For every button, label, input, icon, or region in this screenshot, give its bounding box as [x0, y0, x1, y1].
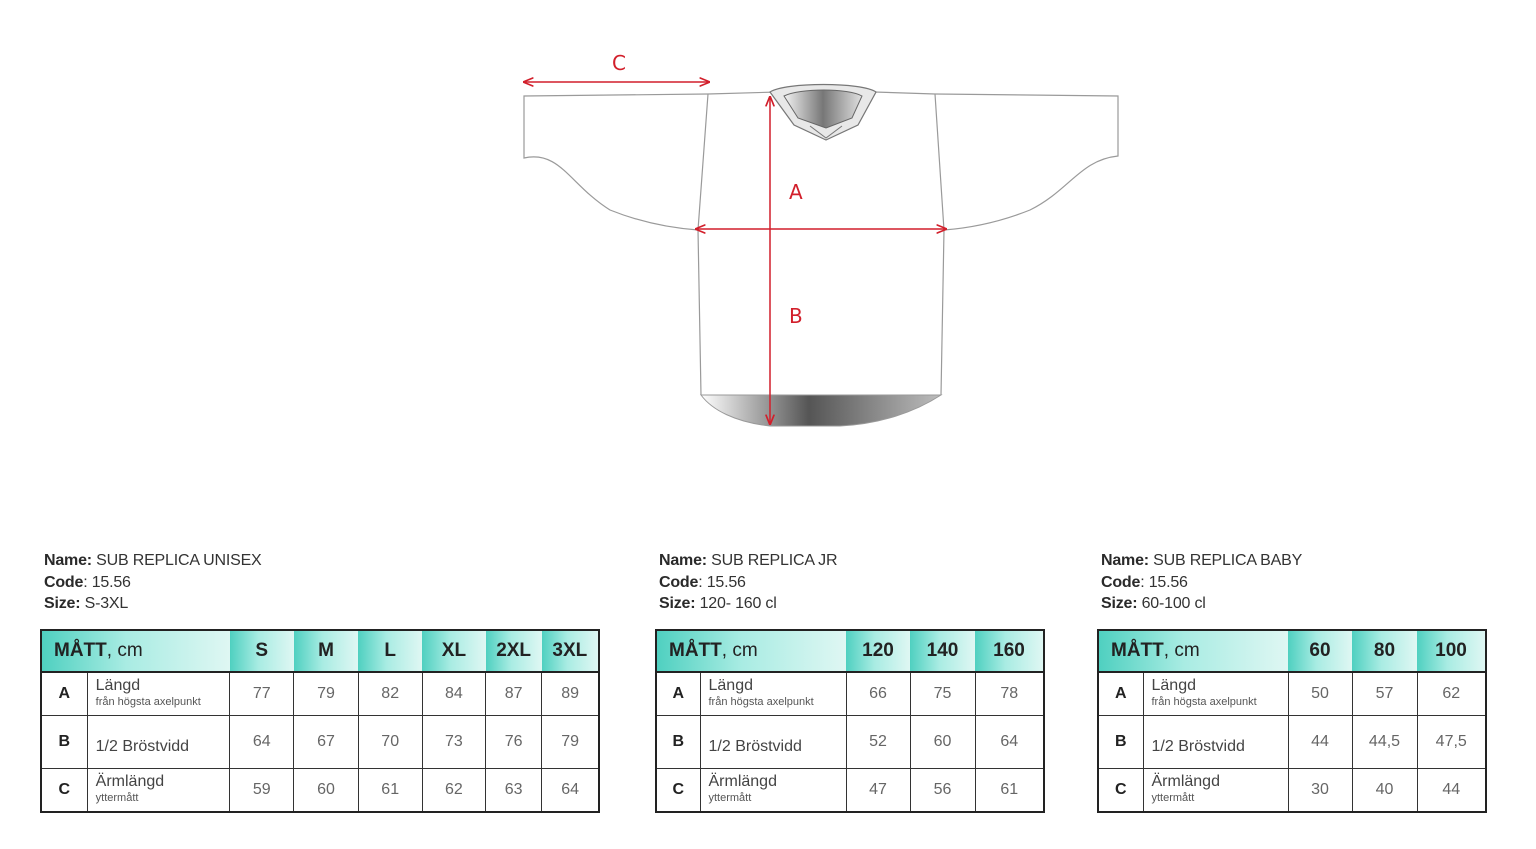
product-code: : 15.56 [1140, 573, 1188, 591]
header-matt: MÅTT, cm [656, 630, 846, 672]
hem-band [701, 395, 941, 426]
table-header [656, 630, 1044, 672]
row-label: 1/2 Bröstvidd [87, 715, 230, 768]
table-row [1098, 768, 1486, 812]
cell-value: 76 [486, 715, 542, 768]
cell-value: 60 [910, 715, 975, 768]
size-label: Size: [659, 595, 696, 612]
cell-value: 50 [1288, 672, 1352, 716]
cell-value: 78 [975, 672, 1044, 716]
table-row [656, 768, 1044, 812]
column-header: 160 [975, 630, 1044, 672]
table-row [656, 672, 1044, 716]
label-b: B [789, 304, 803, 328]
cell-value: 64 [230, 715, 294, 768]
cell-value: 47 [846, 768, 910, 812]
code-label: Code [659, 573, 699, 591]
product-code: : 15.56 [698, 573, 746, 591]
row-label: Ärmlängd yttermått [700, 768, 846, 812]
cell-value: 77 [230, 672, 294, 716]
row-code: B [41, 715, 87, 768]
size-label: Size: [1101, 595, 1138, 612]
column-header: 120 [846, 630, 910, 672]
table-header [1098, 630, 1486, 672]
column-header: L [358, 630, 422, 672]
table-header [41, 630, 599, 672]
cell-value: 82 [358, 672, 422, 716]
size-block-baby [1097, 550, 1487, 813]
label-c: C [612, 51, 626, 75]
cell-value: 89 [542, 672, 599, 716]
cell-value: 63 [486, 768, 542, 812]
cell-value: 44 [1417, 768, 1486, 812]
collar [770, 85, 876, 141]
product-name: SUB REPLICA BABY [1153, 552, 1303, 569]
cell-value: 44 [1288, 715, 1352, 768]
cell-value: 70 [358, 715, 422, 768]
column-header: 2XL [486, 630, 542, 672]
column-header: 140 [910, 630, 975, 672]
cell-value: 79 [542, 715, 599, 768]
code-label: Code [44, 573, 84, 591]
label-a: A [789, 180, 803, 204]
code-label: Code [1101, 573, 1141, 591]
product-size-range: 120- 160 cl [699, 595, 777, 612]
header-matt: MÅTT, cm [41, 630, 230, 672]
cell-value: 59 [230, 768, 294, 812]
name-label: Name: [659, 552, 707, 569]
product-code: : 15.56 [83, 573, 131, 591]
product-name: SUB REPLICA JR [711, 552, 838, 569]
column-header: 60 [1288, 630, 1352, 672]
cell-value: 44,5 [1352, 715, 1417, 768]
row-code: C [656, 768, 700, 812]
size-label: Size: [44, 595, 81, 612]
cell-value: 57 [1352, 672, 1417, 716]
cell-value: 66 [846, 672, 910, 716]
row-code: A [41, 672, 87, 716]
size-block-unisex [40, 550, 600, 813]
column-header: 80 [1352, 630, 1417, 672]
product-info [659, 550, 1045, 615]
cell-value: 30 [1288, 768, 1352, 812]
row-code: C [1098, 768, 1143, 812]
cell-value: 79 [294, 672, 358, 716]
cell-value: 64 [542, 768, 599, 812]
product-info [1101, 550, 1487, 615]
row-code: C [41, 768, 87, 812]
row-label: Längd från högsta axelpunkt [87, 672, 230, 716]
table-row [41, 715, 599, 768]
name-label: Name: [1101, 552, 1149, 569]
product-size-range: S-3XL [84, 595, 129, 612]
size-table-baby [1097, 629, 1487, 813]
column-header: 3XL [542, 630, 599, 672]
cell-value: 56 [910, 768, 975, 812]
cell-value: 60 [294, 768, 358, 812]
cell-value: 61 [358, 768, 422, 812]
cell-value: 52 [846, 715, 910, 768]
table-row [41, 672, 599, 716]
cell-value: 40 [1352, 768, 1417, 812]
table-row [1098, 672, 1486, 716]
cell-value: 73 [422, 715, 485, 768]
cell-value: 47,5 [1417, 715, 1486, 768]
product-size-range: 60-100 cl [1141, 595, 1206, 612]
product-info [44, 550, 600, 615]
cell-value: 75 [910, 672, 975, 716]
size-table-unisex [40, 629, 600, 813]
name-label: Name: [44, 552, 92, 569]
cell-value: 62 [422, 768, 485, 812]
cell-value: 84 [422, 672, 485, 716]
row-label: Längd från högsta axelpunkt [700, 672, 846, 716]
cell-value: 62 [1417, 672, 1486, 716]
row-label: Ärmlängd yttermått [87, 768, 230, 812]
row-label: Längd från högsta axelpunkt [1143, 672, 1288, 716]
table-row [1098, 715, 1486, 768]
column-header: XL [422, 630, 485, 672]
header-matt: MÅTT, cm [1098, 630, 1288, 672]
column-header: M [294, 630, 358, 672]
row-label: Ärmlängd yttermått [1143, 768, 1288, 812]
table-row [41, 768, 599, 812]
cell-value: 87 [486, 672, 542, 716]
size-block-jr [655, 550, 1045, 813]
row-code: B [1098, 715, 1143, 768]
cell-value: 64 [975, 715, 1044, 768]
size-table-jr [655, 629, 1045, 813]
row-label: 1/2 Bröstvidd [1143, 715, 1288, 768]
cell-value: 67 [294, 715, 358, 768]
cell-value: 61 [975, 768, 1044, 812]
row-code: A [656, 672, 700, 716]
row-code: B [656, 715, 700, 768]
row-code: A [1098, 672, 1143, 716]
column-header: S [230, 630, 294, 672]
table-row [656, 715, 1044, 768]
column-header: 100 [1417, 630, 1486, 672]
row-label: 1/2 Bröstvidd [700, 715, 846, 768]
product-name: SUB REPLICA UNISEX [96, 552, 262, 569]
